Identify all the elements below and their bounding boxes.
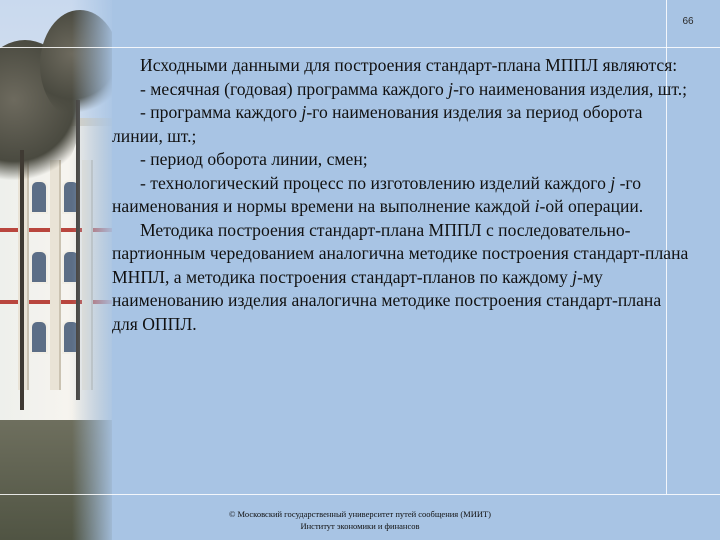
building-window <box>30 320 48 354</box>
page-number: 66 <box>682 16 694 27</box>
copyright-footer <box>190 508 530 532</box>
grid-line-top <box>0 47 720 48</box>
method-paragraph: Методика построения стандарт-плана МППЛ с последовательно-партионным чередованием аналогична методике построения стандарт-плана МНПЛ, а методика построения стандарт-планов по каждому j-му наименованию изделия аналогична методике построения стандарт-плана для ОППЛ. <box>112 219 689 334</box>
slide-body-text <box>112 54 690 336</box>
footer-line-university: © Московский государственный университет путей сообщения (МИИТ) <box>228 509 492 519</box>
campus-building-photo <box>0 0 112 540</box>
list-item: - месячная (годовая) программа каждого j-го наименования изделия, шт.; <box>140 78 687 99</box>
list-item: - технологический процесс по изготовлению изделий каждого j -го наименования и нормы времени на выполнение каждой i-ой операции. <box>112 172 644 216</box>
grid-line-bottom <box>0 494 720 495</box>
building-window <box>30 250 48 284</box>
photo-fade <box>72 0 112 540</box>
list-item: - период оборота линии, смен; <box>140 149 368 169</box>
building-column <box>50 160 59 390</box>
intro-paragraph: Исходными данными для построения стандарт-плана МППЛ являются: <box>140 55 678 75</box>
footer-line-institute: Институт экономики и финансов <box>300 521 420 531</box>
tree-trunk <box>20 150 24 410</box>
list-item: - программа каждого j-го наименования изделия за период оборота линии, шт.; <box>112 102 643 146</box>
